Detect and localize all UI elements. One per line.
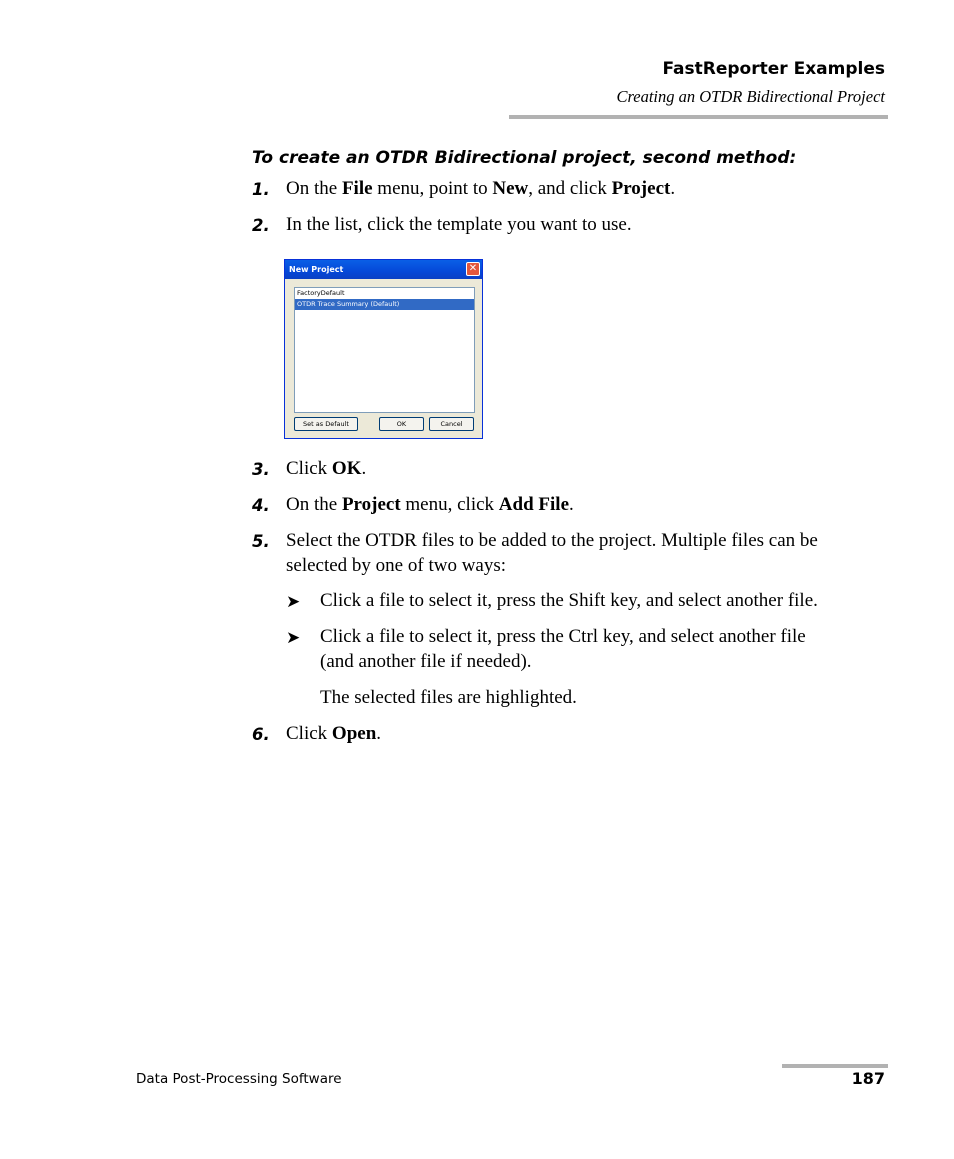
- page-number: 187: [851, 1069, 885, 1088]
- list-item[interactable]: FactoryDefault: [297, 289, 345, 297]
- list-item-selected[interactable]: OTDR Trace Summary (Default): [295, 299, 474, 310]
- step-number: 2.: [252, 216, 270, 235]
- set-as-default-button[interactable]: Set as Default: [294, 417, 358, 431]
- footer-rule: [782, 1064, 888, 1068]
- arrow-bullet-icon: ➤: [286, 628, 301, 647]
- step-number: 3.: [252, 460, 270, 479]
- step-text: On the File menu, point to New, and click Project.: [286, 178, 676, 199]
- step-text: On the Project menu, click Add File.: [286, 494, 574, 515]
- close-icon[interactable]: ✕: [466, 262, 480, 276]
- step-text: In the list, click the template you want to use.: [286, 214, 632, 235]
- template-list[interactable]: [294, 287, 475, 413]
- ok-button[interactable]: OK: [379, 417, 424, 431]
- result-note: The selected files are highlighted.: [320, 687, 577, 708]
- step-number: 4.: [252, 496, 270, 515]
- arrow-bullet-icon: ➤: [286, 592, 301, 611]
- new-project-dialog: [284, 259, 483, 439]
- step-number: 1.: [252, 180, 270, 199]
- step-text: Select the OTDR files to be added to the project. Multiple files can be selected by one of two ways:: [286, 530, 818, 576]
- footer-product-name: Data Post-Processing Software: [136, 1071, 342, 1087]
- procedure-title: To create an OTDR Bidirectional project, second method:: [252, 148, 797, 168]
- dialog-title-bar: [285, 260, 482, 279]
- step-number: 6.: [252, 725, 270, 744]
- subsection-title: Creating an OTDR Bidirectional Project: [616, 87, 885, 106]
- cancel-button[interactable]: Cancel: [429, 417, 474, 431]
- step-text: Click OK.: [286, 458, 367, 479]
- header-rule: [509, 115, 888, 119]
- dialog-title: New Project: [289, 265, 344, 274]
- bullet-text: Click a file to select it, press the Shift key, and select another file.: [320, 590, 818, 611]
- bullet-text: Click a file to select it, press the Ctrl key, and select another file (and another file if needed).: [320, 626, 806, 672]
- step-text: Click Open.: [286, 723, 382, 744]
- section-title: FastReporter Examples: [662, 59, 885, 79]
- step-number: 5.: [252, 532, 270, 551]
